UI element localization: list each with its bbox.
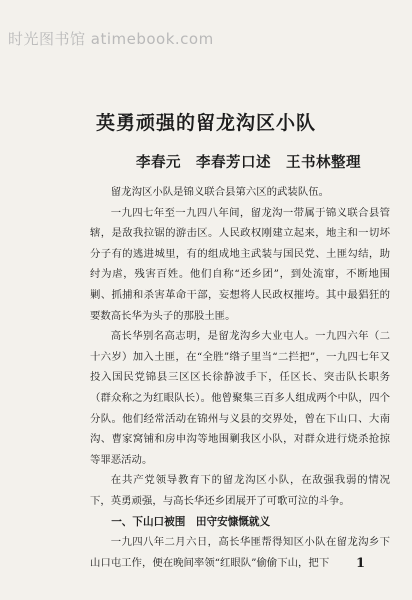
- body-paragraph: 一九四八年二月六日，高长华匪帮得知区小队在留龙沟乡下山口屯工作，便在晚间率领“红眼队”偷偷下山，把下: [90, 536, 390, 569]
- article-authors: 李春元 李春芳口述 王书林整理: [136, 154, 361, 171]
- body-paragraph: 留龙沟区小队是锦义联合县第六区的武装队伍。: [110, 186, 329, 198]
- watermark-text: 时光图书馆 atimebook.com: [8, 30, 214, 48]
- body-paragraph: 高长华别名高志明，是留龙沟乡大业屯人。一九四六年（二十六岁）加入土匪，在“全胜”绺子里当“二拦把”，一九四七年又投入国民党锦县三区区长徐静波手下，任区长、突击队长职务（群众称之为红眼队长）。他曾聚集三百多人组成两个中队，四个分队。他们经常活动在锦州与义县的交界处，曾在下山口、大南沟、曹家窝铺和房申沟等地围剿我区小队，对群众进行烧杀抢掠等罪恶活动。: [90, 330, 390, 466]
- body-paragraph: 在共产党领导教育下的留龙沟区小队，在敌强我弱的情况下，英勇顽强，与高长华还乡团展开了可歌可泣的斗争。: [90, 474, 390, 507]
- body-paragraph: 一九四七年至一九四八年间，留龙沟一带属于锦义联合县管辖，是敌我拉锯的游击区。人民政权刚建立起来，地主和一切坏分子有的逃进城里，有的组成地主武装与国民党、土匪勾结，助纣为虐，残害百姓。他们自称“还乡团”，到处流窜，不断地围剿、抓捕和杀害革命干部，妄想将人民政权摧垮。其中最猖狂的要数高长华为头子的那股土匪。: [90, 206, 390, 322]
- page-number: 1: [356, 556, 366, 571]
- article-body: [90, 182, 390, 573]
- section-heading: 一、下山口被围 田守安慷慨就义: [111, 515, 271, 528]
- article-title: 英勇顽强的留龙沟区小队: [95, 112, 316, 134]
